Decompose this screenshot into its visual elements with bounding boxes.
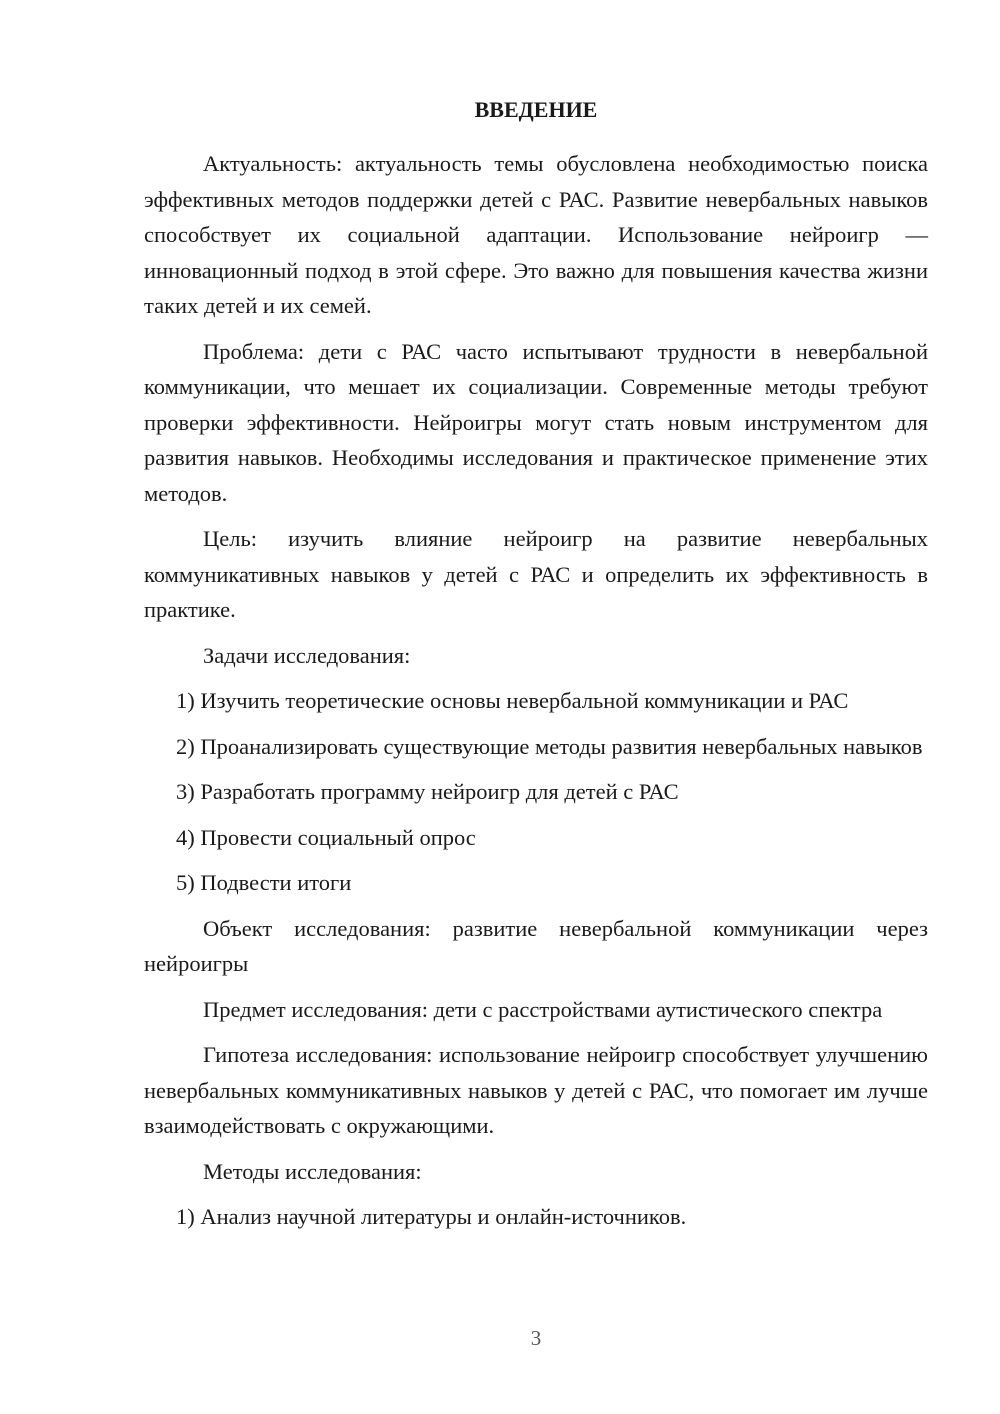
page-content — [144, 96, 928, 1245]
task-item: 5) Подвести итоги — [176, 870, 352, 895]
goal-paragraph: Цель: изучить влияние нейроигр на развитие невербальных коммуникативных навыков у детей с РАС и определить их эффективность в практике. — [144, 526, 928, 622]
problem-paragraph: Проблема: дети с РАС часто испытывают трудности в невербальной коммуникации, что мешает их социализации. Современные методы требуют проверки эффективности. Нейроигры могут стать новым инструментом для развития навыков. Необходимы исследования и практическое применение этих методов. — [144, 338, 928, 506]
object-paragraph: Объект исследования: развитие невербальной коммуникации через нейроигры — [144, 915, 928, 976]
methods-title: Методы исследования: — [203, 1158, 422, 1184]
page-number: 3 — [530, 1326, 542, 1350]
task-item: 2) Проанализировать существующие методы развития невербальных навыков — [176, 733, 923, 759]
method-item: 1) Анализ научной литературы и онлайн-источников. — [176, 1204, 687, 1229]
task-item: 4) Провести социальный опрос — [176, 824, 476, 850]
subject-paragraph: Предмет исследования: дети с расстройствами аутистического спектра — [203, 996, 883, 1022]
relevance-paragraph: Актуальность: актуальность темы обусловлена необходимостью поиска эффективных методов поддержки детей с РАС. Развитие невербальных навыков способствует их социальной адаптации. Использование нейроигр — инновационный подход в этой сфере. Это важно для повышения качества жизни таких детей и их семей. — [144, 151, 928, 318]
section-heading: ВВЕДЕНИЕ — [474, 97, 598, 122]
hypothesis-paragraph: Гипотеза исследования: использование нейроигр способствует улучшению невербальных коммуникативных навыков у детей с РАС, что помогает им лучше взаимодействовать с окружающими. — [144, 1042, 928, 1138]
task-item: 3) Разработать программу нейроигр для детей с РАС — [176, 779, 679, 804]
task-item: 1) Изучить теоретические основы невербальной коммуникации и РАС — [176, 688, 849, 713]
tasks-title: Задачи исследования: — [203, 642, 411, 668]
